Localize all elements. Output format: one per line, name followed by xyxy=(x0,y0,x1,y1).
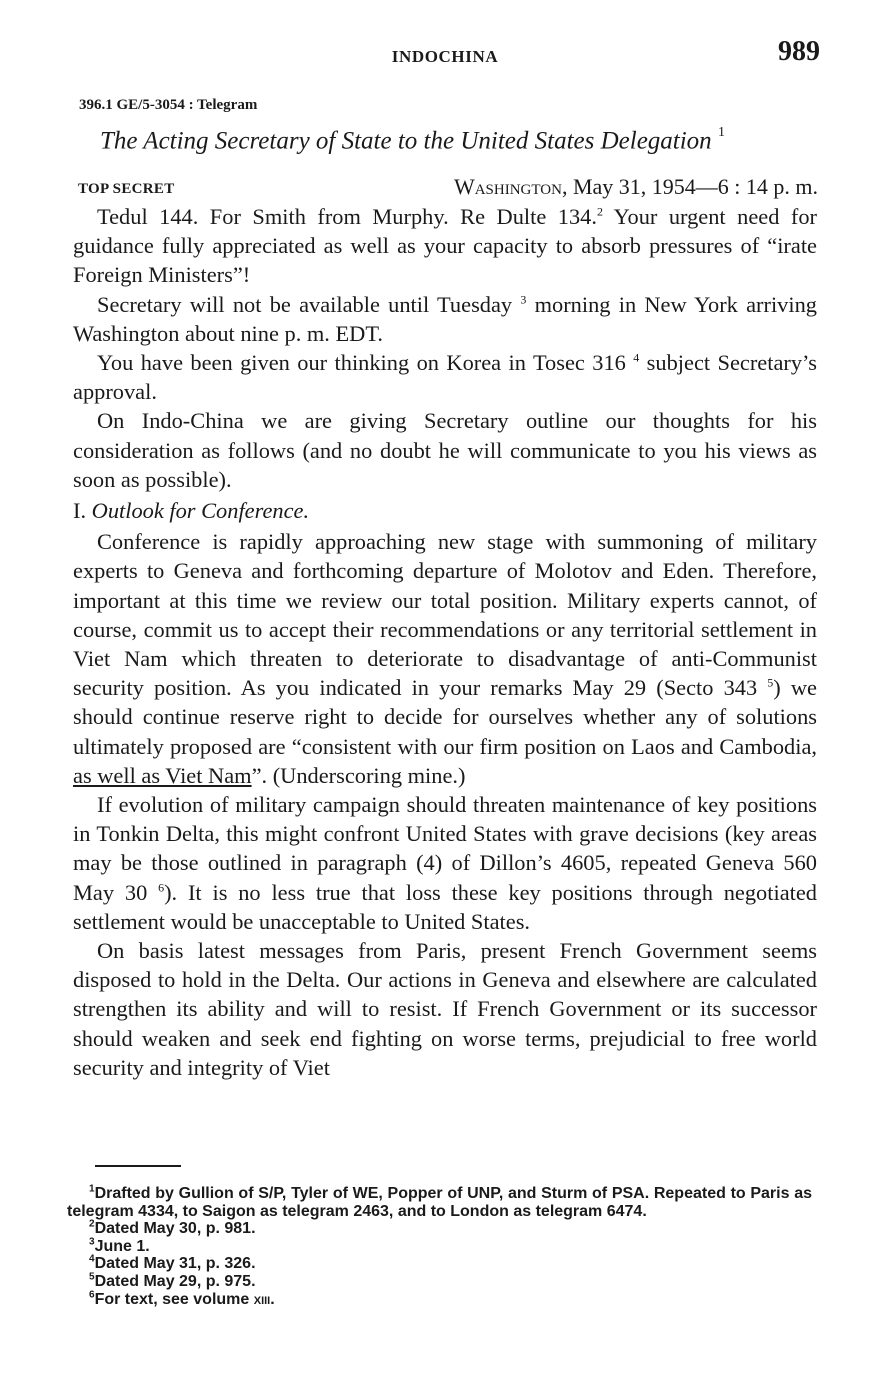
footnote-mark: 3 xyxy=(89,1236,95,1248)
dateline-place: Washington xyxy=(453,174,562,199)
footnote xyxy=(67,1220,812,1238)
footnote xyxy=(67,1185,812,1220)
footnote xyxy=(67,1238,812,1256)
footnote-text: Dated May 30, p. 981. xyxy=(94,1220,256,1238)
section-title: Outlook for Conference. xyxy=(91,498,310,524)
document-title xyxy=(100,120,830,157)
paragraph-5-text-a: Conference is rapidly approaching new stage with summoning of military experts to Geneva and forthcoming departure of Molotov and Eden. Therefore, important at this time we review our total position. Military experts cannot, of course, commit us to accept their recommendations or any territorial settlement in Viet Nam which threaten to deteriorate to disadvantage of anti-Communist security position. As you indicated in your remarks May 29 (Secto 343 xyxy=(73,529,817,701)
page-number: 989 xyxy=(778,36,820,67)
dateline xyxy=(400,174,818,200)
footnote-mark: 5 xyxy=(89,1271,95,1283)
footnote-mark: 6 xyxy=(89,1289,95,1301)
section-number: I. xyxy=(73,498,92,524)
underscored-phrase: as well as Viet Nam xyxy=(73,762,252,788)
paragraph-2 xyxy=(73,290,817,348)
paragraph-6-text-b: ). It is no less true that loss these key positions through negotiated settlement would be unacceptable to United States. xyxy=(73,879,817,934)
paragraph-5-text-b: ) we should continue reserve right to decide for ourselves whether any of solutions ultimately proposed are “consistent with our firm position on Laos and Cambodia, xyxy=(73,675,817,759)
footnote-text: Dated May 29, p. 975. xyxy=(94,1272,256,1290)
footnote xyxy=(67,1255,812,1273)
telegram-body xyxy=(73,202,817,1082)
running-header-title: INDOCHINA xyxy=(391,47,499,66)
classification-label: TOP SECRET xyxy=(78,181,175,197)
paragraph-3-text-b: subject Secretary’s approval. xyxy=(73,350,817,405)
dateline-date: , May 31, 1954—6 : 14 p. m. xyxy=(561,174,818,199)
footnote-mark: 1 xyxy=(89,1183,95,1195)
footnote-text: Drafted by Gullion of S/P, Tyler of WE, Popper of UNP, and Sturm of PSA. Repeated to Paris as telegram 4334, to Saigon as telegram 2463, and to London as telegram 6474. xyxy=(67,1185,812,1220)
footnote-volume: xiii. xyxy=(253,1290,275,1308)
footnote-marker-6: 6 xyxy=(158,880,165,895)
footnote-divider xyxy=(95,1165,181,1167)
footnote-marker-1: 1 xyxy=(717,125,725,140)
paragraph-6-text-a: If evolution of military campaign should threaten maintenance of key positions in Tonkin Delta, this might confront United States with grave decisions (key areas may be those outlined in paragraph (4) of Dillon’s 4605, repeated Geneva 560 May 30 xyxy=(73,792,817,905)
footnote xyxy=(67,1291,812,1309)
section-heading xyxy=(73,496,817,525)
paragraph-3-text-a: You have been given our thinking on Korea in Tosec 316 xyxy=(97,350,634,376)
paragraph-2-text-b: morning in New York arriving Washington about nine p. m. EDT. xyxy=(73,291,817,346)
footnote-marker-4: 4 xyxy=(633,350,640,365)
footnote-mark: 2 xyxy=(89,1218,95,1230)
paragraph-5-text-c: ”. (Underscoring mine.) xyxy=(251,762,466,788)
paragraph-5 xyxy=(73,527,817,790)
footnote-marker-2: 2 xyxy=(596,204,603,219)
paragraph-1-text-a: Tedul 144. For Smith from Murphy. Re Dulte 134. xyxy=(97,204,597,229)
footnote-text: Dated May 31, p. 326. xyxy=(94,1255,256,1273)
footnote-marker-3: 3 xyxy=(520,292,527,307)
paragraph-6 xyxy=(73,790,817,936)
paragraph-7: On basis latest messages from Paris, present French Government seems disposed to hold in the Delta. Our actions in Geneva and elsewhere are calculated strengthen its ability and will to resist. If French Government or its successor should weaken and seek end fighting on worse terms, prejudicial to free world security and integrity of Viet xyxy=(73,938,817,1080)
paragraph-1 xyxy=(73,202,817,290)
footnotes xyxy=(67,1185,812,1308)
document-title-text: The Acting Secretary of State to the United States Delegation xyxy=(100,127,712,155)
footnote xyxy=(67,1273,812,1291)
file-reference: 396.1 GE/5-3054 : Telegram xyxy=(79,97,258,113)
footnote-mark: 4 xyxy=(89,1254,95,1266)
footnote-text: For text, see volume xyxy=(94,1290,254,1308)
footnote-text: June 1. xyxy=(94,1237,150,1255)
paragraph-1-text-b: Your urgent need for guidance fully appreciated as well as your capacity to absorb pressures of “irate Foreign Ministers”! xyxy=(73,204,817,288)
paragraph-2-text-a: Secretary will not be available until Tuesday xyxy=(97,291,521,317)
footnote-marker-5: 5 xyxy=(767,675,774,690)
paragraph-3 xyxy=(73,348,817,406)
paragraph-4: On Indo-China we are giving Secretary outline our thoughts for his consideration as follows (and no doubt he will communicate to you his views as soon as possible). xyxy=(73,408,817,492)
